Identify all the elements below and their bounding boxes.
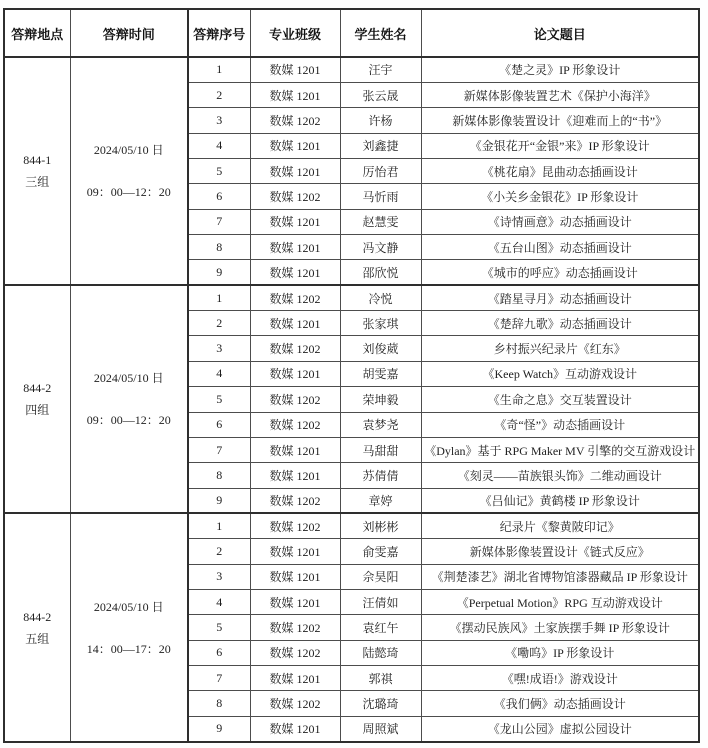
thesis-title-cell: 《城市的呼应》动态插画设计 xyxy=(421,260,699,285)
class-cell: 数媒 1201 xyxy=(250,260,340,285)
location-cell xyxy=(4,513,70,742)
sequence-cell: 1 xyxy=(188,513,250,538)
sequence-cell: 3 xyxy=(188,108,250,133)
sequence-cell: 5 xyxy=(188,615,250,640)
student-name-cell: 陆懿琦 xyxy=(340,640,421,665)
student-name-cell: 沈璐琦 xyxy=(340,691,421,716)
student-name-cell: 马忻雨 xyxy=(340,184,421,209)
room-number: 844-1 xyxy=(23,153,52,168)
student-name-cell: 刘俊葳 xyxy=(340,336,421,361)
student-name-cell: 邵欣悦 xyxy=(340,260,421,285)
sequence-cell: 6 xyxy=(188,184,250,209)
student-name-cell: 厉怡君 xyxy=(340,158,421,183)
sequence-cell: 3 xyxy=(188,564,250,589)
class-cell: 数媒 1202 xyxy=(250,108,340,133)
thesis-title-cell: 《踏星寻月》动态插画设计 xyxy=(421,285,699,310)
class-cell: 数媒 1202 xyxy=(250,640,340,665)
sequence-cell: 9 xyxy=(188,716,250,742)
header-student-name: 学生姓名 xyxy=(340,9,421,57)
class-cell: 数媒 1202 xyxy=(250,691,340,716)
student-name-cell: 袁红午 xyxy=(340,615,421,640)
student-name-cell: 张云晟 xyxy=(340,82,421,107)
thesis-title-cell: 新媒体影像装置设计《链式反应》 xyxy=(421,539,699,564)
header-class: 专业班级 xyxy=(250,9,340,57)
sequence-cell: 7 xyxy=(188,437,250,462)
group-name: 五组 xyxy=(25,631,50,646)
sequence-cell: 4 xyxy=(188,133,250,158)
student-name-cell: 冯文静 xyxy=(340,235,421,260)
student-name-cell: 周照斌 xyxy=(340,716,421,742)
sequence-cell: 7 xyxy=(188,209,250,234)
room-number: 844-2 xyxy=(23,381,52,396)
student-name-cell: 冷悦 xyxy=(340,285,421,310)
class-cell: 数媒 1201 xyxy=(250,209,340,234)
thesis-title-cell: 《五台山图》动态插画设计 xyxy=(421,235,699,260)
student-name-cell: 荣坤毅 xyxy=(340,387,421,412)
sequence-cell: 3 xyxy=(188,336,250,361)
table-row xyxy=(4,513,699,538)
thesis-title-cell: 《楚辞九歌》动态插画设计 xyxy=(421,311,699,336)
sequence-cell: 5 xyxy=(188,387,250,412)
thesis-title-cell: 《Keep Watch》互动游戏设计 xyxy=(421,361,699,386)
class-cell: 数媒 1201 xyxy=(250,311,340,336)
student-name-cell: 袁梦尧 xyxy=(340,412,421,437)
thesis-title-cell: 《刻灵——苗族银头饰》二维动画设计 xyxy=(421,463,699,488)
defense-date: 2024/05/10 日 xyxy=(93,599,164,614)
sequence-cell: 2 xyxy=(188,311,250,336)
thesis-title-cell: 新媒体影像装置艺术《保护小海洋》 xyxy=(421,82,699,107)
thesis-title-cell: 《龙山公园》虚拟公园设计 xyxy=(421,716,699,742)
student-name-cell: 章婷 xyxy=(340,488,421,513)
sequence-cell: 8 xyxy=(188,691,250,716)
sequence-cell: 8 xyxy=(188,235,250,260)
header-time: 答辩时间 xyxy=(70,9,188,57)
thesis-title-cell: 《Dylan》基于 RPG Maker MV 引擎的交互游戏设计 xyxy=(421,437,699,462)
thesis-title-cell: 《奇“怪”》动态插画设计 xyxy=(421,412,699,437)
defense-hours: 14：00—17：20 xyxy=(86,641,171,656)
class-cell: 数媒 1201 xyxy=(250,590,340,615)
header-thesis-title: 论文题目 xyxy=(421,9,699,57)
thesis-title-cell: 《摆动民族风》土家族摆手舞 IP 形象设计 xyxy=(421,615,699,640)
sequence-cell: 1 xyxy=(188,57,250,82)
thesis-title-cell: 《嘞呜》IP 形象设计 xyxy=(421,640,699,665)
defense-date: 2024/05/10 日 xyxy=(93,371,164,386)
student-name-cell: 郭祺 xyxy=(340,666,421,691)
thesis-title-cell: 《Perpetual Motion》RPG 互动游戏设计 xyxy=(421,590,699,615)
time-cell xyxy=(70,57,188,285)
student-name-cell: 苏倩倩 xyxy=(340,463,421,488)
student-name-cell: 汪倩如 xyxy=(340,590,421,615)
student-name-cell: 马甜甜 xyxy=(340,437,421,462)
thesis-title-cell: 《吕仙记》黄鹤楼 IP 形象设计 xyxy=(421,488,699,513)
class-cell: 数媒 1201 xyxy=(250,437,340,462)
sequence-cell: 6 xyxy=(188,640,250,665)
thesis-title-cell: 《我们俩》动态插画设计 xyxy=(421,691,699,716)
class-cell: 数媒 1201 xyxy=(250,158,340,183)
student-name-cell: 刘彬彬 xyxy=(340,513,421,538)
thesis-title-cell: 《楚之灵》IP 形象设计 xyxy=(421,57,699,82)
thesis-title-cell: 《小关乡金银花》IP 形象设计 xyxy=(421,184,699,209)
group-name: 四组 xyxy=(25,403,50,418)
class-cell: 数媒 1201 xyxy=(250,564,340,589)
student-name-cell: 刘鑫捷 xyxy=(340,133,421,158)
sequence-cell: 8 xyxy=(188,463,250,488)
header-sequence: 答辩序号 xyxy=(188,9,250,57)
defense-date: 2024/05/10 日 xyxy=(93,143,164,158)
class-cell: 数媒 1201 xyxy=(250,235,340,260)
sequence-cell: 4 xyxy=(188,590,250,615)
schedule-body xyxy=(4,57,699,742)
class-cell: 数媒 1201 xyxy=(250,463,340,488)
group-name: 三组 xyxy=(25,175,50,190)
student-name-cell: 汪宇 xyxy=(340,57,421,82)
sequence-cell: 2 xyxy=(188,82,250,107)
class-cell: 数媒 1202 xyxy=(250,412,340,437)
thesis-title-cell: 《桃花扇》昆曲动态插画设计 xyxy=(421,158,699,183)
time-cell xyxy=(70,285,188,513)
thesis-title-cell: 纪录片《黎黄陂印记》 xyxy=(421,513,699,538)
class-cell: 数媒 1202 xyxy=(250,387,340,412)
sequence-cell: 1 xyxy=(188,285,250,310)
class-cell: 数媒 1202 xyxy=(250,615,340,640)
defense-hours: 09：00—12：20 xyxy=(86,413,171,428)
student-name-cell: 许杨 xyxy=(340,108,421,133)
sequence-cell: 9 xyxy=(188,488,250,513)
class-cell: 数媒 1202 xyxy=(250,488,340,513)
defense-schedule-table xyxy=(3,8,700,743)
student-name-cell: 赵慧雯 xyxy=(340,209,421,234)
location-cell xyxy=(4,57,70,285)
thesis-title-cell: 《荆楚漆艺》湖北省博物馆漆器藏品 IP 形象设计 xyxy=(421,564,699,589)
table-row xyxy=(4,57,699,82)
thesis-title-cell: 《金银花开“金银”来》IP 形象设计 xyxy=(421,133,699,158)
student-name-cell: 佘昊阳 xyxy=(340,564,421,589)
class-cell: 数媒 1201 xyxy=(250,133,340,158)
class-cell: 数媒 1201 xyxy=(250,716,340,742)
header-row xyxy=(4,9,699,57)
thesis-title-cell: 新媒体影像装置设计《迎难而上的“书”》 xyxy=(421,108,699,133)
time-cell xyxy=(70,513,188,742)
class-cell: 数媒 1201 xyxy=(250,361,340,386)
class-cell: 数媒 1201 xyxy=(250,57,340,82)
table-row xyxy=(4,285,699,310)
student-name-cell: 胡雯嘉 xyxy=(340,361,421,386)
thesis-title-cell: 《嘿!成语!》游戏设计 xyxy=(421,666,699,691)
student-name-cell: 张家琪 xyxy=(340,311,421,336)
class-cell: 数媒 1201 xyxy=(250,539,340,564)
sequence-cell: 9 xyxy=(188,260,250,285)
student-name-cell: 俞雯嘉 xyxy=(340,539,421,564)
defense-hours: 09：00—12：20 xyxy=(86,185,171,200)
sequence-cell: 6 xyxy=(188,412,250,437)
class-cell: 数媒 1202 xyxy=(250,285,340,310)
room-number: 844-2 xyxy=(23,609,52,624)
class-cell: 数媒 1202 xyxy=(250,184,340,209)
thesis-title-cell: 乡村振兴纪录片《红东》 xyxy=(421,336,699,361)
thesis-title-cell: 《生命之息》交互装置设计 xyxy=(421,387,699,412)
class-cell: 数媒 1201 xyxy=(250,82,340,107)
class-cell: 数媒 1201 xyxy=(250,666,340,691)
header-location: 答辩地点 xyxy=(4,9,70,57)
sequence-cell: 4 xyxy=(188,361,250,386)
sequence-cell: 2 xyxy=(188,539,250,564)
location-cell xyxy=(4,285,70,513)
class-cell: 数媒 1202 xyxy=(250,336,340,361)
sequence-cell: 7 xyxy=(188,666,250,691)
thesis-title-cell: 《诗情画意》动态插画设计 xyxy=(421,209,699,234)
class-cell: 数媒 1202 xyxy=(250,513,340,538)
sequence-cell: 5 xyxy=(188,158,250,183)
